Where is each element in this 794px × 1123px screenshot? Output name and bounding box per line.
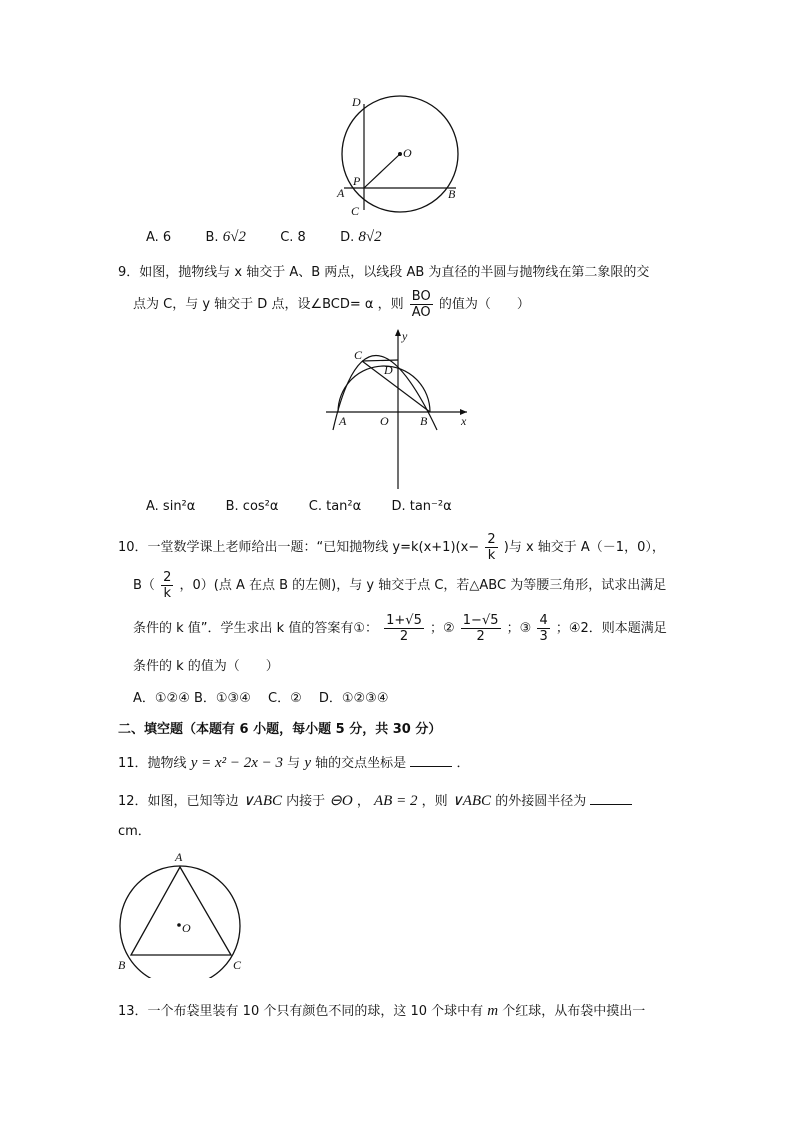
- q11-equation: y = x² − 2x − 3: [190, 755, 284, 771]
- segment-cb: [362, 361, 430, 412]
- equilateral-triangle: [131, 867, 231, 955]
- label-x: x: [461, 414, 467, 428]
- label-c: C: [354, 348, 363, 362]
- q10-frac2-den: k: [163, 586, 171, 601]
- q13-text: 13．一个布袋里装有 10 个只有颜色不同的球，这 10 个球中有: [118, 1004, 484, 1019]
- q12-answer-blank[interactable]: [590, 792, 632, 805]
- q11-line: [118, 752, 469, 772]
- q8-option-c: C. 8: [280, 230, 306, 245]
- q9-option-b: B. cos²α: [225, 499, 279, 514]
- q10-answer2: [461, 613, 501, 644]
- label-a: A: [337, 186, 345, 200]
- q11-answer-blank[interactable]: [410, 754, 452, 767]
- q8-option-b-value: 6√2: [222, 229, 246, 245]
- label-o: O: [380, 414, 389, 428]
- q10-line3-pre: 条件的 k 值”．学生求出 k 值的答案有①：: [133, 621, 378, 636]
- q12-circle: ⊖O: [329, 793, 353, 809]
- q10-line2-pre: B（: [133, 578, 155, 593]
- label-a: A: [175, 850, 183, 864]
- q9-options: [146, 499, 452, 514]
- q10-answer2-num: 1−√5: [462, 613, 499, 628]
- q10-line1-pre: 10．一堂数学课上老师给出一题：“已知抛物线 y=k(x+1)(x−: [118, 540, 480, 555]
- q8-circle-figure: [330, 94, 470, 222]
- label-b: B: [448, 187, 456, 201]
- q10-sep3: ；③: [506, 621, 532, 636]
- q10-frac1-num: 2: [487, 532, 496, 547]
- y-axis-arrow: [395, 329, 401, 336]
- q10-answer2-den: 2: [476, 629, 485, 644]
- q12-line1: [118, 790, 632, 810]
- q12-pre: 12．如图，已知等边: [118, 794, 239, 809]
- q12-triangle2: ∨ABC: [451, 793, 492, 809]
- q9-line2-pre: 点为 C，与 y 轴交于 D 点，设∠BCD= α ，则: [133, 297, 404, 312]
- q10-answer1: [384, 613, 424, 644]
- q9-option-d: D. tan⁻²α: [391, 499, 452, 514]
- q10-line3: [133, 613, 667, 644]
- q10-line2-post: ，0）(点 A 在点 B 的左侧)，与 y 轴交于点 C，若△ABC 为等腰三角形，试求出满足: [179, 578, 667, 593]
- label-y: y: [402, 329, 408, 343]
- label-o: O: [403, 146, 412, 160]
- segment-cd: [362, 360, 398, 361]
- q10-frac2-num: 2: [163, 570, 172, 585]
- q8-option-b: B.: [205, 230, 219, 245]
- q10-line2: [133, 570, 666, 601]
- q11-mid: 与: [287, 756, 301, 771]
- q11-pre: 11．抛物线: [118, 756, 187, 771]
- q11-end: ．: [456, 756, 470, 771]
- q9-line2-post: 的值为（ ）: [438, 297, 530, 312]
- label-p: P: [353, 174, 361, 188]
- q10-line4: 条件的 k 的值为（ ）: [133, 659, 279, 674]
- q10-frac1-den: k: [487, 548, 496, 563]
- q12-triangle1: ∨ABC: [242, 793, 282, 809]
- q8-options: [146, 229, 382, 246]
- label-b: B: [420, 414, 428, 428]
- q10-sep2: ；②: [429, 621, 455, 636]
- label-c: C: [351, 204, 360, 218]
- label-d: D: [384, 363, 393, 377]
- q13-line: [118, 1000, 645, 1020]
- q10-frac1: [485, 532, 497, 563]
- q9-parabola-figure: [322, 326, 477, 491]
- q8-option-d: D.: [340, 230, 355, 245]
- q12-ab: AB = 2: [374, 793, 418, 809]
- q12-line2: cm．: [118, 824, 151, 839]
- label-a: A: [339, 414, 347, 428]
- q10-answer3-num: 4: [539, 613, 548, 628]
- q12-triangle-figure: [112, 848, 257, 978]
- center-dot: [177, 923, 181, 927]
- q9-frac-num: BO: [411, 289, 431, 304]
- q11-post: 轴的交点坐标是: [315, 756, 407, 771]
- q10-answer1-num: 1+√5: [386, 613, 422, 628]
- q12-mid1: 内接于: [286, 794, 326, 809]
- q10-options: A．①②④ B．①③④ C．② D．①②③④: [133, 691, 389, 706]
- q13-post: 个红球，从布袋中摸出一: [502, 1004, 646, 1019]
- q10-answer3-den: 3: [539, 629, 548, 644]
- q9-option-a: A. sin²α: [146, 499, 196, 514]
- q10-answer3: [537, 613, 549, 644]
- q12-post: 的外接圆半径为: [495, 794, 587, 809]
- q10-frac2: [161, 570, 173, 601]
- q9-line2: [133, 289, 530, 320]
- q12-mid2: ，: [356, 794, 370, 809]
- label-c: C: [233, 958, 242, 972]
- label-o: O: [182, 921, 191, 935]
- label-b: B: [118, 958, 126, 972]
- q11-y: y: [304, 755, 311, 771]
- q13-m: m: [487, 1003, 499, 1019]
- segment-po: [364, 154, 400, 188]
- q8-option-a: A. 6: [146, 230, 172, 245]
- q10-line3-post: ；④2．则本题满足: [555, 621, 667, 636]
- q9-fraction: [410, 289, 433, 320]
- q10-answer1-den: 2: [399, 629, 409, 644]
- q8-option-d-value: 8√2: [358, 229, 382, 245]
- circumcircle: [120, 866, 240, 978]
- q12-mid3: ，则: [421, 794, 448, 809]
- label-d: D: [352, 95, 361, 109]
- q10-line1-post: )与 x 轴交于 A（－1，0），: [503, 540, 665, 555]
- q9-frac-den: AO: [411, 305, 431, 320]
- section-heading-fill-in: 二、填空题（本题有 6 小题，每小题 5 分，共 30 分）: [118, 722, 442, 737]
- center-dot: [398, 152, 402, 156]
- q9-option-c: C. tan²α: [308, 499, 362, 514]
- q9-line1: 9．如图，抛物线与 x 轴交于 A、B 两点，以线段 AB 为直径的半圆与抛物线在第二象限的交: [118, 265, 650, 280]
- q10-line1: [118, 532, 665, 563]
